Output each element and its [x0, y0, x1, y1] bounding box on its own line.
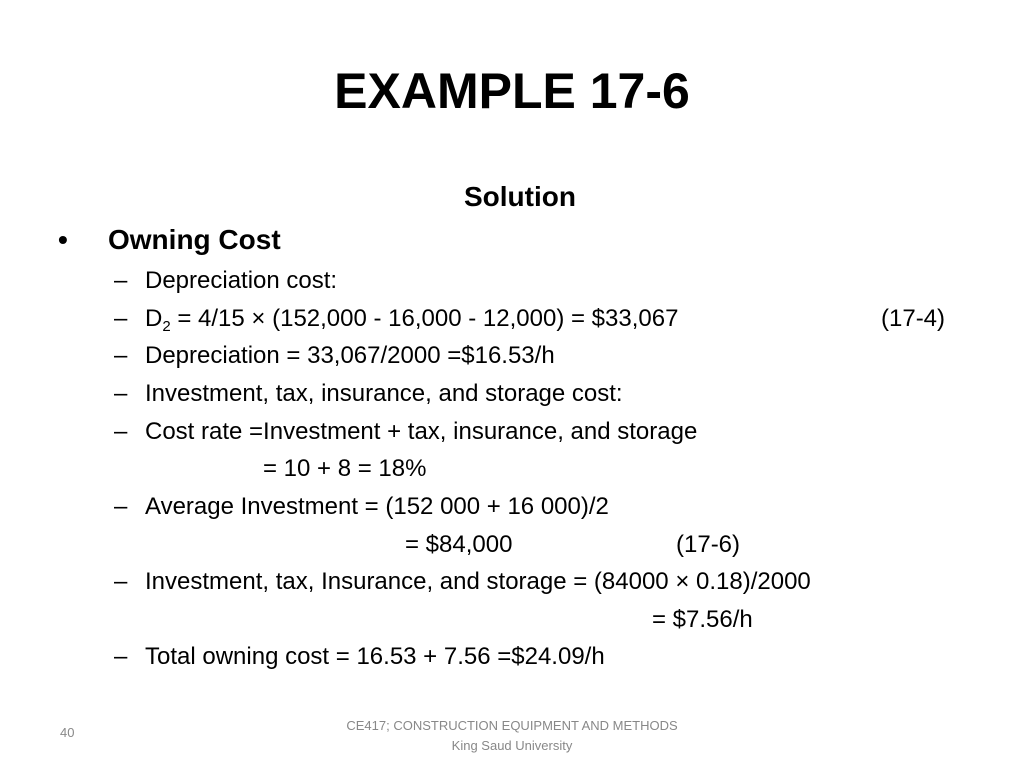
continuation-text: = 10 + 8 = 18%: [263, 455, 427, 482]
continuation-text: = $84,000: [405, 531, 513, 558]
list-item-text: [145, 304, 678, 334]
var-d: D: [145, 305, 163, 332]
slide-title: EXAMPLE 17-6: [334, 63, 690, 119]
equation-number: (17-6): [676, 531, 741, 558]
equation-number: (17-4): [881, 305, 946, 332]
equation-text: = 4/15 × (152,000 - 16,000 - 12,000) = $33,067: [170, 305, 679, 332]
dash-icon: –: [114, 643, 128, 670]
continuation-text: = $7.56/h: [652, 606, 753, 633]
dash-icon: –: [114, 342, 128, 369]
list-item-text: Total owning cost = 16.53 + 7.56 =$24.09/h: [145, 643, 605, 670]
bullet-heading: Owning Cost: [108, 224, 281, 255]
footer-course: CE417; CONSTRUCTION EQUIPMENT AND METHODS: [346, 718, 678, 733]
list-item-text: Investment, tax, insurance, and storage cost:: [145, 380, 623, 407]
dash-icon: –: [114, 380, 128, 407]
bullet-icon: •: [58, 224, 68, 255]
list-item-text: Cost rate =Investment + tax, insurance, and storage: [145, 418, 698, 445]
list-item-text: Depreciation = 33,067/2000 =$16.53/h: [145, 342, 555, 369]
dash-icon: –: [114, 305, 128, 332]
page-number: 40: [60, 725, 75, 740]
footer-university: King Saud University: [451, 738, 573, 753]
list-item-text: Depreciation cost:: [145, 267, 338, 294]
list-item-text: Average Investment = (152 000 + 16 000)/2: [145, 493, 609, 520]
list-item-text: Investment, tax, Insurance, and storage = (84000 × 0.18)/2000: [145, 568, 811, 595]
dash-icon: –: [114, 568, 128, 595]
slide-subtitle: Solution: [464, 181, 576, 212]
dash-icon: –: [114, 418, 128, 445]
dash-icon: –: [114, 267, 128, 294]
var-d-subscript: 2: [162, 318, 171, 335]
bullet-heading-row: [58, 224, 281, 256]
dash-icon: –: [114, 493, 128, 520]
footer: [312, 716, 712, 756]
